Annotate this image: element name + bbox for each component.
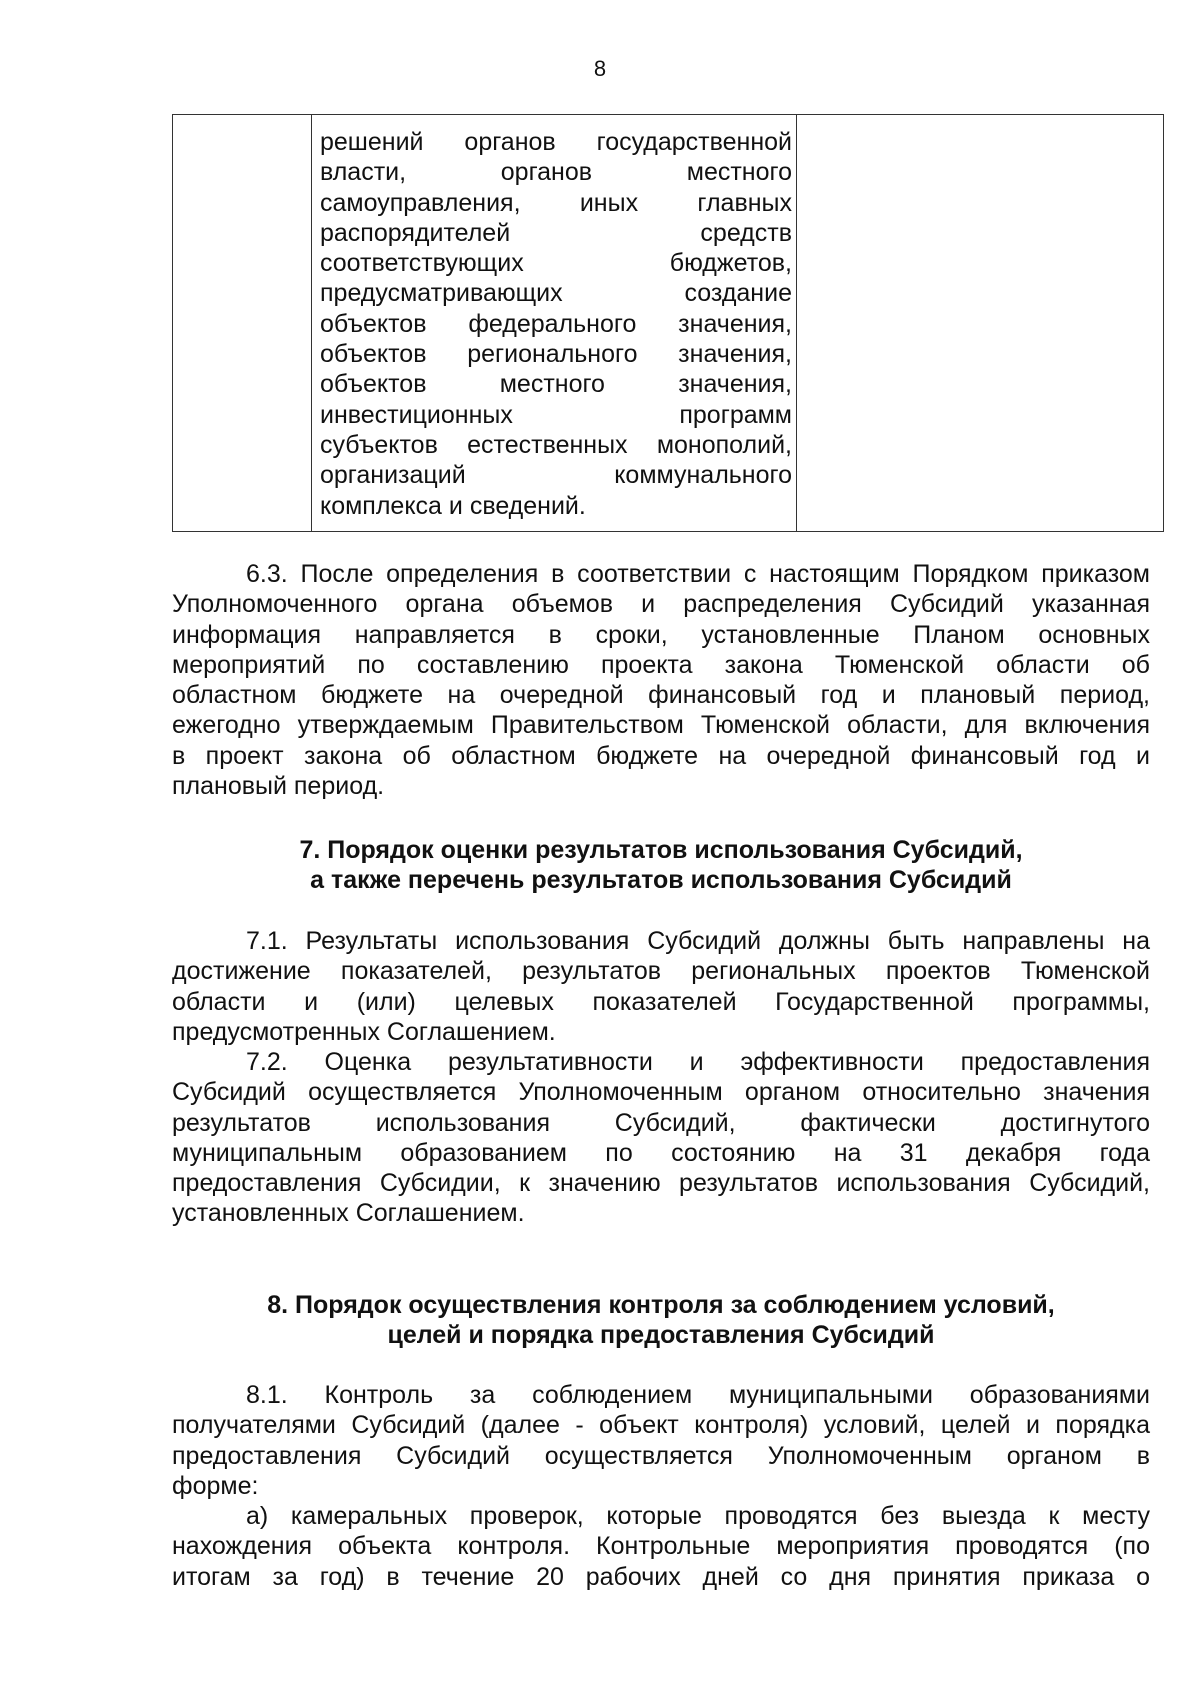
table-line: инвестиционных программ [320,400,792,429]
heading-line: 8. Порядок осуществления контроля за соблюдением условий, [267,1291,1055,1319]
paragraph-line: мероприятий по составлению проекта закона Тюменской области об [172,650,1150,679]
table-line: соответствующих бюджетов, [320,249,792,278]
paragraph-line: областном бюджете на очередной финансовый год и плановый период, [172,681,1150,710]
paragraph-line: нахождения объекта контроля. Контрольные мероприятия проводятся (по [172,1532,1150,1561]
table-line: объектов федерального значения, [320,309,792,338]
table-cell-empty-left [173,115,312,532]
table-line: распорядителей средств [320,218,792,247]
table-cell-empty-right [797,115,1164,532]
paragraph-line: предоставления Субсидий осуществляется Уполномоченным органом в [172,1441,1150,1470]
table-line: субъектов естественных монополий, [320,430,792,459]
table-row [173,115,1164,532]
table-cell-text [312,115,797,532]
paragraph-7-2 [172,1047,1150,1229]
section-8-heading [172,1290,1150,1351]
paragraph-line: достижение показателей, результатов региональных проектов Тюменской [172,957,1150,986]
paragraph-line: предусмотренных Соглашением. [172,1017,556,1046]
paragraph-7-1 [172,926,1150,1047]
table-line: самоуправления, иных главных [320,188,792,217]
paragraph-line: 7.1. Результаты использования Субсидий должны быть направлены на [246,927,1150,955]
section-7-heading [172,835,1150,896]
paragraph-line: установленных Соглашением. [172,1199,525,1228]
paragraph-line: Уполномоченного органа объемов и распределения Субсидий указанная [172,590,1150,619]
page-number: 8 [593,56,607,81]
paragraph-line: итогам за год) в течение 20 рабочих дней со дня принятия приказа о [172,1562,1150,1591]
table-line: комплекса и сведений. [320,491,586,520]
paragraph-line: получателями Субсидий (далее - объект контроля) условий, целей и порядка [172,1411,1150,1440]
table-line: решений органов государственной [320,128,792,156]
table-line: предусматривающих создание [320,279,792,308]
paragraph-6-3 [172,559,1150,801]
table-line: объектов местного значения, [320,370,792,399]
paragraph-line: а) камеральных проверок, которые проводятся без выезда к месту [246,1502,1150,1530]
paragraph-line: информация направляется в сроки, установленные Планом основных [172,620,1150,649]
paragraph-line: форме: [172,1471,259,1500]
paragraph-line: 8.1. Контроль за соблюдением муниципальными образованиями [246,1381,1150,1409]
heading-line: а также перечень результатов использования Субсидий [310,866,1012,895]
paragraph-line: Субсидий осуществляется Уполномоченным органом относительно значения [172,1078,1150,1107]
continuation-table [172,114,1164,532]
paragraph-line: ежегодно утверждаемым Правительством Тюменской области, для включения [172,711,1150,740]
table-line: объектов регионального значения, [320,340,792,369]
paragraph-line: плановый период. [172,772,385,801]
paragraph-line: 6.3. После определения в соответствии с настоящим Порядком приказом [246,560,1150,588]
paragraph-8-1 [172,1380,1150,1501]
paragraph-line: области и (или) целевых показателей Государственной программы, [172,987,1150,1016]
heading-line: целей и порядка предоставления Субсидий [387,1321,935,1350]
paragraph-line: в проект закона об областном бюджете на очередной финансовый год и [172,741,1150,770]
paragraph-line: предоставления Субсидии, к значению результатов использования Субсидий, [172,1169,1150,1198]
paragraph-line: 7.2. Оценка результативности и эффективности предоставления [246,1048,1150,1076]
paragraph-line: муниципальным образованием по состоянию на 31 декабря года [172,1138,1150,1167]
table-line: власти, органов местного [320,158,792,187]
paragraph-8-1-a [172,1501,1150,1592]
heading-line: 7. Порядок оценки результатов использования Субсидий, [299,836,1023,864]
paragraph-line: результатов использования Субсидий, фактически достигнутого [172,1108,1150,1137]
table-line: организаций коммунального [320,461,792,490]
